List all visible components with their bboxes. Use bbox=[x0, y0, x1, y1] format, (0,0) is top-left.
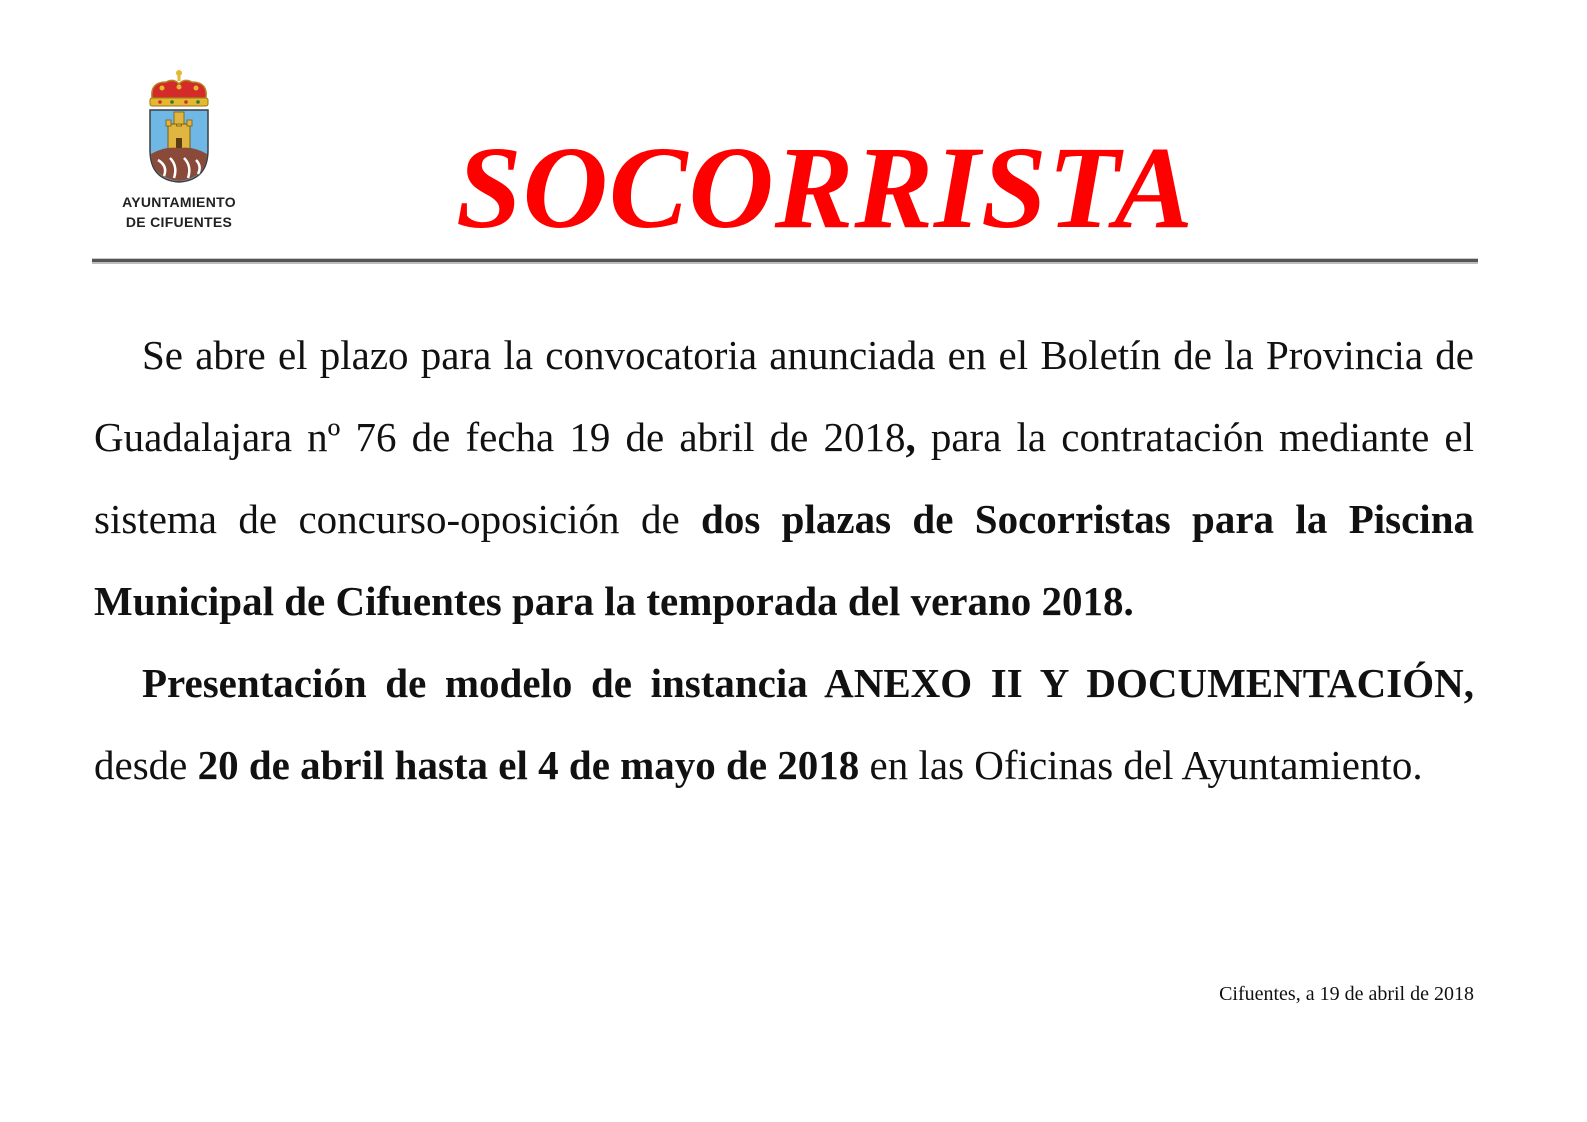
announcement-text: Se abre el plazo para la convocatoria anunciada en el Boletín de la Provincia de Guadalajara nº 76 de fecha 19 de abril de 2018 bbox=[94, 332, 1474, 460]
submission-documents: Presentación de modelo de instancia ANEXO II Y DOCUMENTACIÓN, bbox=[142, 660, 1474, 706]
municipal-logo bbox=[104, 68, 254, 232]
announcement-positions: dos plazas de Socorristas para la Piscina Municipal de Cifuentes para la temporada del verano 2018. bbox=[94, 496, 1474, 624]
paragraph-announcement bbox=[94, 314, 1474, 642]
header-divider bbox=[92, 258, 1478, 264]
submission-from: desde bbox=[94, 742, 198, 788]
notice-body bbox=[94, 314, 1474, 806]
submission-place: en las Oficinas del Ayuntamiento. bbox=[859, 742, 1423, 788]
page-title: SOCORRISTA bbox=[456, 122, 1194, 253]
paragraph-submission bbox=[94, 642, 1474, 806]
logo-line-2: DE CIFUENTES bbox=[125, 214, 233, 230]
coat-of-arms-icon bbox=[144, 68, 214, 184]
announcement-purpose: para la contratación mediante el sistema de concurso-oposición de bbox=[94, 414, 1474, 542]
logo-line-1: AYUNTAMIENTO bbox=[122, 194, 236, 210]
announcement-comma: , bbox=[905, 414, 916, 460]
signature-date: Cifuentes, a 19 de abril de 2018 bbox=[1219, 983, 1474, 1005]
submission-dates: 20 de abril hasta el 4 de mayo de 2018 bbox=[197, 742, 860, 788]
